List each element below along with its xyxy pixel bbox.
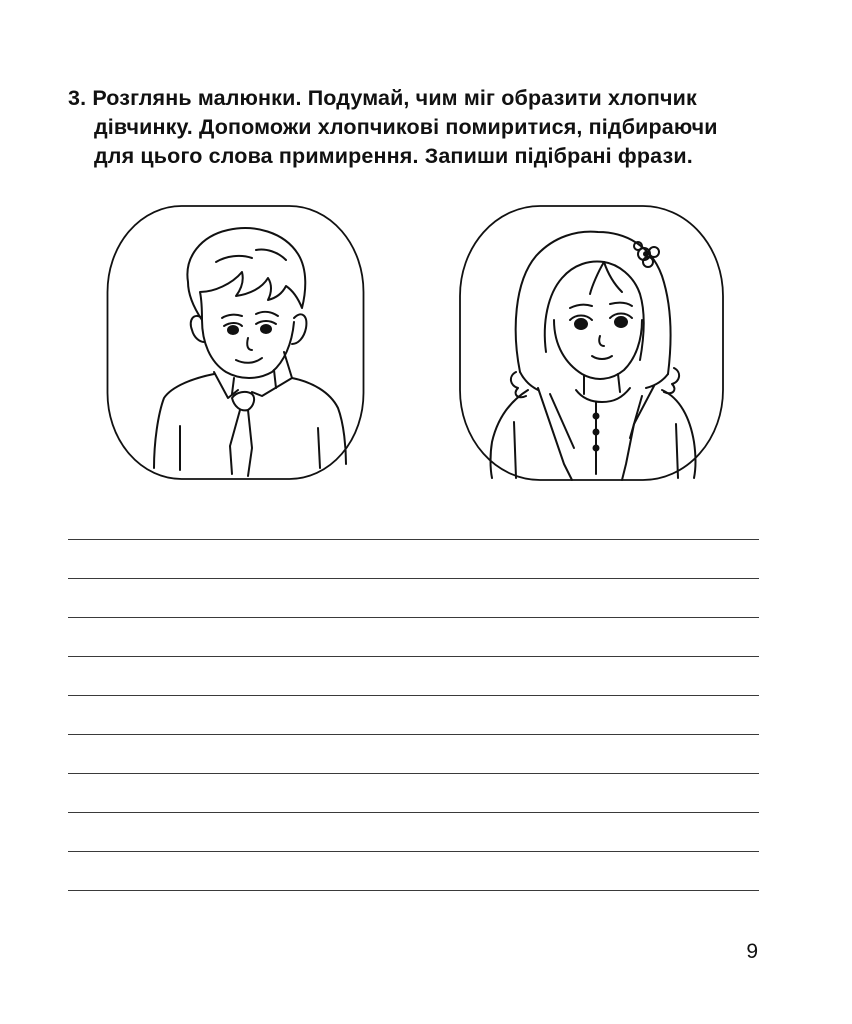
writing-lines[interactable] [68, 539, 759, 892]
girl-illustration-icon [458, 202, 726, 484]
writing-line[interactable] [68, 734, 759, 772]
writing-line[interactable] [68, 812, 759, 850]
writing-line[interactable] [68, 539, 759, 577]
page-number: 9 [746, 940, 758, 963]
writing-line[interactable] [68, 656, 759, 694]
task-line-3: для цього слова примирення. Запиши підібрані фрази. [94, 144, 693, 168]
boy-illustration-icon [106, 202, 368, 484]
illustrations [100, 202, 740, 487]
writing-line-bottom [68, 890, 759, 891]
writing-line[interactable] [68, 773, 759, 811]
writing-line[interactable] [68, 851, 759, 889]
writing-line[interactable] [68, 578, 759, 616]
task-line-1: 3. Розглянь малюнки. Подумай, чим міг образити хлопчик [68, 86, 697, 110]
writing-line[interactable] [68, 695, 759, 733]
writing-line[interactable] [68, 617, 759, 655]
task-line-2: дівчинку. Допоможи хлопчикові помиритися, підбираючи [94, 115, 718, 139]
task-text [68, 84, 768, 171]
